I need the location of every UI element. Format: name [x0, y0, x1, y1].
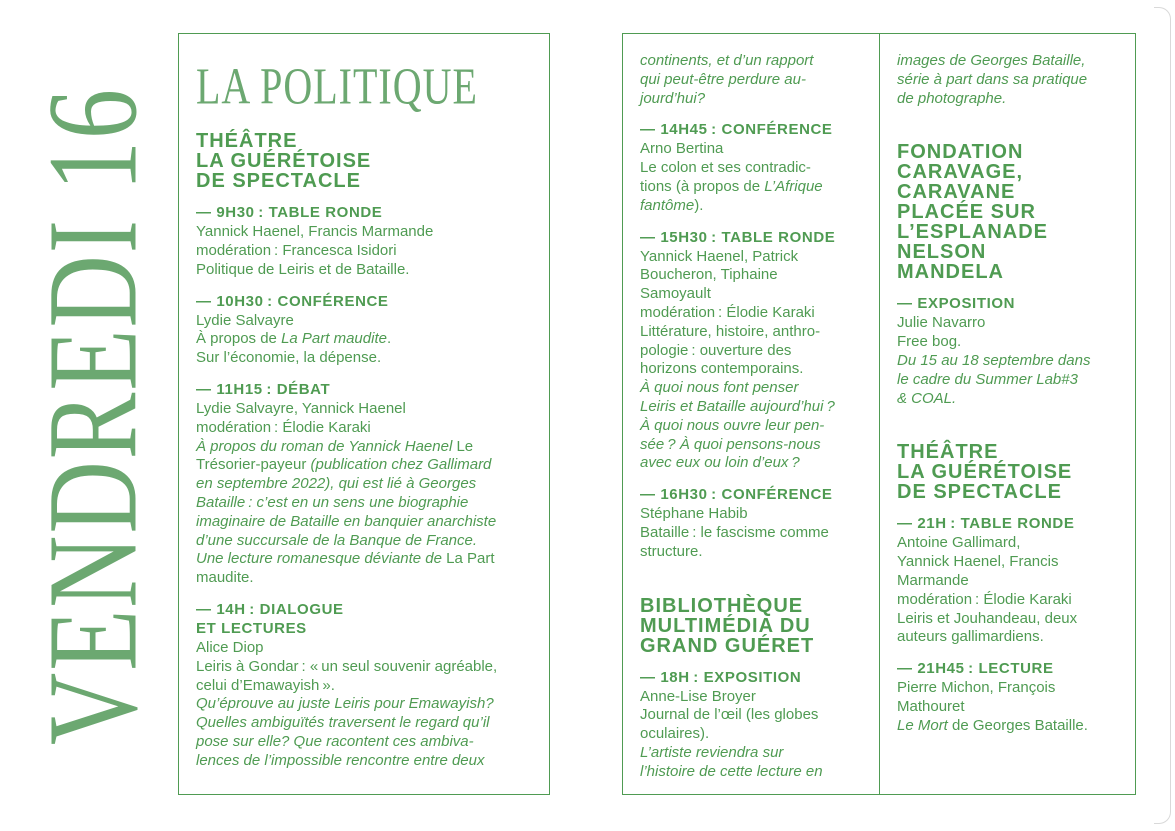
event-time	[640, 485, 867, 504]
continuation-paragraph	[897, 52, 1123, 108]
event	[640, 485, 867, 561]
text-segment: Yannick Haenel, Patrick	[640, 247, 799, 265]
event-text-line	[196, 261, 537, 280]
event	[196, 600, 537, 771]
text-segment: Free bog.	[897, 333, 962, 351]
text-segment: Lydie Salvayre	[196, 311, 294, 329]
text-segment: Bataille : le fascisme comme	[640, 523, 829, 541]
event-text-line	[640, 379, 867, 398]
column-la-politique	[178, 33, 550, 795]
venue-heading	[897, 442, 1123, 502]
text-segment: l’histoire de cette lecture en	[640, 762, 823, 780]
venue-heading-line: PLACÉE SUR	[897, 201, 1036, 224]
text-segment: horizons contemporains.	[640, 360, 804, 378]
paragraph-line	[897, 52, 1123, 71]
event-text-line	[897, 591, 1123, 610]
venue-heading-line: GRAND GUÉRET	[640, 634, 815, 657]
event-text-line	[196, 639, 537, 658]
venue-heading-line: LA GUÉRÉTOISE	[196, 150, 372, 173]
event-text-line	[196, 223, 537, 242]
event-text-line	[897, 610, 1123, 629]
text-segment: À propos du roman de Yannick Haenel	[196, 437, 457, 455]
text-segment: Qu’éprouve au juste Leiris pour Emawayish?	[196, 695, 494, 713]
text-segment: À quoi nous ouvre leur pen-	[640, 416, 825, 434]
text-segment: Marmande	[897, 571, 969, 589]
event-text-line	[196, 438, 537, 457]
event-time	[640, 120, 867, 139]
event-text-line	[196, 330, 537, 349]
event-time	[196, 203, 537, 222]
event-text-line	[640, 725, 867, 744]
event-text-line	[640, 248, 867, 267]
event-time	[196, 600, 537, 638]
text-segment: auteurs gallimardiens.	[897, 628, 1044, 646]
event-text-line	[196, 475, 537, 494]
event-text-line	[897, 679, 1123, 698]
venue-heading-line: DE SPECTACLE	[196, 170, 361, 193]
event-time	[640, 228, 867, 247]
venue-heading	[640, 596, 867, 656]
day-label: VENDREDI 16	[21, 86, 164, 745]
text-segment: Quelles ambiguïtés traversent le regard qu’il	[196, 714, 490, 732]
text-segment: Arno Bertina	[640, 140, 724, 158]
event-text-line	[640, 454, 867, 473]
text-segment: Politique de Leiris et de Bataille.	[196, 260, 410, 278]
venue-heading-line: THÉÂTRE	[897, 441, 999, 464]
event-text-line	[640, 436, 867, 455]
event-time-line: — 16H30 : CONFÉRENCE	[640, 486, 833, 504]
event-text-line	[640, 763, 867, 782]
event-text-line	[897, 698, 1123, 717]
text-segment: & COAL.	[897, 389, 957, 407]
event-text-line	[196, 349, 537, 368]
event-text-line	[640, 398, 867, 417]
paragraph-line	[897, 71, 1123, 90]
event-text-line	[897, 553, 1123, 572]
event-text-line	[196, 513, 537, 532]
event-time-line: — 9H30 : TABLE RONDE	[196, 204, 383, 222]
event-text-line	[640, 266, 867, 285]
event-text-line	[640, 706, 867, 725]
text-segment: (publication chez Gallimard	[310, 456, 492, 474]
text-segment: celui d’Emawayish ».	[196, 676, 335, 694]
text-segment: Leiris et Bataille aujourd’hui ?	[640, 397, 835, 415]
event	[196, 380, 537, 588]
text-segment: L’Afrique	[764, 177, 823, 195]
event-time	[897, 514, 1123, 533]
event-time	[897, 294, 1123, 313]
event-text-line	[640, 744, 867, 763]
event-text-line	[640, 178, 867, 197]
text-segment: Trésorier-payeur	[196, 456, 311, 474]
venue-heading-line: L’ESPLANADE	[897, 221, 1049, 244]
event-text-line	[196, 569, 537, 588]
event	[897, 294, 1123, 408]
text-segment: d’une succursale de la Banque de France.	[196, 531, 478, 549]
text-segment: lences de l’impossible rencontre entre deux	[196, 751, 485, 769]
text-segment: oculaires).	[640, 725, 710, 743]
day-label-wrap	[0, 0, 186, 831]
text-segment: Pierre Michon, François	[897, 679, 1056, 697]
event-text-line	[196, 456, 537, 475]
text-segment: Journal de l’œil (les globes	[640, 706, 819, 724]
text-segment: .	[386, 330, 392, 348]
text-segment: en septembre 2022), qui est lié à Georges	[196, 475, 477, 493]
paragraph-line	[897, 90, 1123, 109]
venue-heading-line: THÉÂTRE	[196, 130, 298, 153]
event-text-line	[196, 714, 537, 733]
text-segment: Littérature, histoire, anthro-	[640, 322, 821, 340]
text-segment: modération : Élodie Karaki	[196, 418, 371, 436]
text-segment: Yannick Haenel, Francis Marmande	[196, 223, 434, 241]
event-text-line	[897, 352, 1123, 371]
event-text-line	[897, 371, 1123, 390]
text-segment: imaginaire de Bataille en banquier anarchiste	[196, 512, 497, 530]
event-text-line	[897, 717, 1123, 736]
event-text-line	[196, 312, 537, 331]
text-segment: jourd’hui?	[640, 89, 706, 107]
event-time	[196, 292, 537, 311]
event-text-line	[640, 524, 867, 543]
event-text-line	[897, 333, 1123, 352]
text-segment: pose sur elle? Que racontent ces ambiva-	[196, 732, 474, 750]
event-text-line	[897, 572, 1123, 591]
event-text-line	[196, 695, 537, 714]
event-text-line	[640, 417, 867, 436]
text-segment: pologie : ouverture des	[640, 341, 792, 359]
text-segment: sée ? À quoi pensons-nous	[640, 435, 821, 453]
page-title: LA POLITIQUE	[196, 56, 478, 116]
event-time-line: — 14H : DIALOGUE	[196, 600, 344, 618]
text-segment: Sur l’économie, la dépense.	[196, 349, 382, 367]
event	[640, 120, 867, 215]
text-segment: fantôme	[640, 196, 695, 214]
venue-heading-line: MULTIMÉDIA DU	[640, 614, 811, 637]
event-text-line	[640, 140, 867, 159]
text-segment: La Part	[446, 550, 495, 568]
text-segment: continents, et d’un rapport	[640, 52, 814, 69]
event-text-line	[640, 285, 867, 304]
text-segment: modération : Francesca Isidori	[196, 241, 397, 259]
event-text-line	[897, 314, 1123, 333]
text-segment: Bataille : c’est en un sens une biographie	[196, 493, 469, 511]
venue-heading-line: LA GUÉRÉTOISE	[897, 461, 1073, 484]
event-text-line	[640, 197, 867, 216]
event	[196, 203, 537, 279]
event	[897, 514, 1123, 647]
event-text-line	[897, 390, 1123, 409]
text-segment: qui peut-être perdure au-	[640, 70, 806, 88]
text-segment: Samoyault	[640, 285, 711, 303]
event-time	[196, 380, 537, 399]
event-time	[640, 668, 867, 687]
event-text-line	[640, 304, 867, 323]
text-segment: Antoine Gallimard,	[897, 534, 1021, 552]
text-segment: À quoi nous font penser	[640, 379, 799, 397]
event-time	[897, 659, 1123, 678]
venue-heading	[196, 131, 537, 191]
text-segment: Le colon et ses contradic-	[640, 159, 811, 177]
event-text-line	[640, 543, 867, 562]
text-segment: Le	[456, 437, 474, 455]
event	[196, 292, 537, 368]
venue-heading-line: MANDELA	[897, 261, 1004, 284]
text-segment: le cadre du Summer Lab#3	[897, 370, 1078, 388]
event	[897, 659, 1123, 735]
text-segment: Alice Diop	[196, 638, 264, 656]
venue-heading-line: CARAVAGE,	[897, 161, 1024, 184]
page-edge	[1154, 7, 1171, 824]
event-time-line: — 21H : TABLE RONDE	[897, 515, 1075, 533]
event-text-line	[640, 342, 867, 361]
text-segment: tions (à propos de	[640, 177, 765, 195]
event-text-line	[640, 360, 867, 379]
text-segment: maudite.	[196, 569, 254, 587]
event-time-line: — EXPOSITION	[897, 295, 1016, 313]
text-segment: structure.	[640, 542, 703, 560]
event-text-line	[196, 658, 537, 677]
text-segment: avec eux ou loin d’eux ?	[640, 454, 800, 472]
event-text-line	[640, 159, 867, 178]
event-time-line: — 21H45 : LECTURE	[897, 660, 1054, 678]
text-segment: Une lecture romanesque déviante de	[196, 550, 447, 568]
event-text-line	[640, 323, 867, 342]
event	[640, 668, 867, 782]
text-segment: Le Mort	[897, 716, 948, 734]
event-time-line: — 18H : EXPOSITION	[640, 668, 802, 686]
text-segment: Stéphane Habib	[640, 505, 748, 523]
text-segment: La Part maudite	[281, 330, 387, 348]
text-segment: série à part dans sa pratique	[897, 70, 1088, 88]
text-segment: Leiris à Gondar : « un seul souvenir agréable,	[196, 657, 498, 675]
event-text-line	[196, 677, 537, 696]
event-time-line: ET LECTURES	[196, 619, 307, 637]
event-time-line: — 14H45 : CONFÉRENCE	[640, 121, 833, 139]
paragraph-line	[640, 71, 867, 90]
text-segment: ).	[694, 196, 704, 214]
text-segment: L’artiste reviendra sur	[640, 743, 784, 761]
event-text-line	[640, 688, 867, 707]
text-segment: Julie Navarro	[897, 314, 986, 332]
event-time-line: — 15H30 : TABLE RONDE	[640, 228, 836, 246]
text-segment: modération : Élodie Karaki	[640, 303, 815, 321]
text-segment: Mathouret	[897, 697, 965, 715]
event-text-line	[196, 419, 537, 438]
event-text-line	[196, 733, 537, 752]
venue-heading-line: DE SPECTACLE	[897, 481, 1062, 504]
venue-heading-line: CARAVANE	[897, 181, 1016, 204]
event-time-line: — 10H30 : CONFÉRENCE	[196, 292, 389, 310]
venue-heading-line: NELSON	[897, 241, 987, 264]
column-right	[880, 33, 1136, 795]
continuation-paragraph	[640, 52, 867, 108]
text-segment: de Georges Bataille.	[947, 716, 1088, 734]
text-segment: Du 15 au 18 septembre dans	[897, 351, 1091, 369]
paragraph-line	[640, 52, 867, 71]
event	[640, 228, 867, 474]
venue-heading-line: BIBLIOTHÈQUE	[640, 594, 804, 617]
text-segment: Leiris et Jouhandeau, deux	[897, 609, 1078, 627]
text-segment: À propos de	[196, 330, 282, 348]
text-segment: de photographe.	[897, 89, 1007, 107]
event-text-line	[196, 550, 537, 569]
text-segment: images de Georges Bataille,	[897, 52, 1086, 69]
event-text-line	[196, 400, 537, 419]
venue-heading-line: FONDATION	[897, 141, 1024, 164]
text-segment: Anne-Lise Broyer	[640, 687, 756, 705]
event-text-line	[897, 628, 1123, 647]
text-segment: Yannick Haenel, Francis	[897, 553, 1059, 571]
venue-heading	[897, 142, 1123, 282]
event-text-line	[196, 532, 537, 551]
text-segment: Lydie Salvayre, Yannick Haenel	[196, 399, 406, 417]
text-segment: Boucheron, Tiphaine	[640, 266, 778, 284]
event-text-line	[640, 505, 867, 524]
event-text-line	[196, 752, 537, 771]
event-text-line	[196, 242, 537, 261]
column-middle	[622, 33, 880, 795]
event-text-line	[196, 494, 537, 513]
paragraph-line	[640, 90, 867, 109]
event-text-line	[897, 534, 1123, 553]
event-time-line: — 11H15 : DÉBAT	[196, 380, 331, 398]
text-segment: modération : Élodie Karaki	[897, 590, 1072, 608]
